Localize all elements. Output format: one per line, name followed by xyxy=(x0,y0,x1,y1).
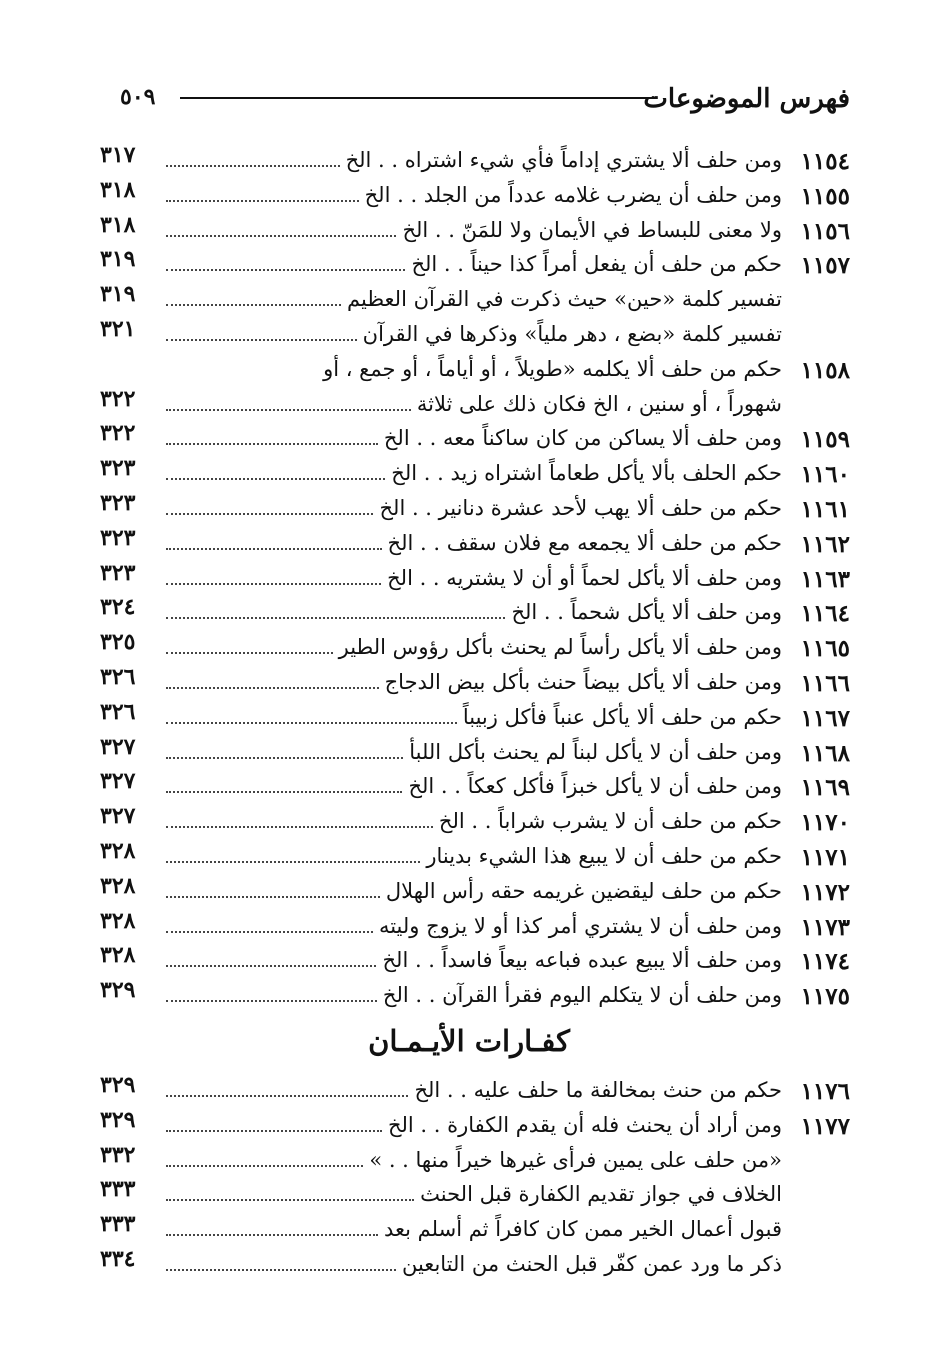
entry-page: ٣٣٣ xyxy=(100,1211,136,1238)
dot-leader xyxy=(166,791,402,793)
entry-number: ١١٧٣ xyxy=(800,913,850,941)
entry-number: ١١٧١ xyxy=(800,844,850,871)
entry-title: حكم من حلف ألا يجمعه مع فلان سقف . . الخ xyxy=(387,530,782,555)
entry-title: ومن حلف ألا يأكل لحماً أو أن لا يشتريه . . الخ xyxy=(387,565,782,590)
entry-number: ١١٦٥ xyxy=(800,635,850,663)
entry-page: ٣٢٩ xyxy=(100,1072,136,1098)
dot-leader xyxy=(166,339,357,341)
entry-title: حكم من حلف ألا يهب لأحد عشرة دنانير . . الخ xyxy=(379,496,782,520)
entry-title: حكم من حلف ألا يأكل عنباً فأكل زبيباً xyxy=(462,704,782,729)
dot-leader xyxy=(166,1130,382,1132)
entry-title: حكم من حلف أن لا يشرب شراباً . . الخ xyxy=(438,809,782,834)
dot-leader xyxy=(166,1095,408,1097)
entry-number: ١١٥٨ xyxy=(800,356,850,384)
entry-page: ٣٢٧ xyxy=(100,768,136,795)
toc-entry xyxy=(100,1106,850,1145)
entry-page: ٣١٩ xyxy=(100,246,136,273)
entry-title: ومن حلف ألا يأكل رأساً لم يحنث بأكل رؤوس الطير xyxy=(338,635,782,660)
dot-leader xyxy=(166,896,380,898)
dot-leader xyxy=(166,200,359,202)
entry-page: ٣٢٥ xyxy=(100,629,136,656)
dot-leader xyxy=(166,1234,378,1236)
toc-entry xyxy=(100,977,850,1015)
entry-page: ٣٢٢ xyxy=(100,385,136,412)
toc-entry xyxy=(100,664,850,702)
dot-leader xyxy=(166,652,333,654)
dot-leader xyxy=(166,513,373,515)
entry-page: ٣٢٨ xyxy=(100,838,136,864)
entry-page: ٣٢١ xyxy=(100,316,136,342)
entry-page: ٣٣٢ xyxy=(100,1141,136,1168)
entry-title: ولا معنى للبساط في الأيمان ولا للمَنّ . . الخ xyxy=(402,217,782,242)
toc-entry xyxy=(100,629,850,667)
entry-title: ومن حلف أن لا يأكل خبزاً فأكل كعكاً . . الخ xyxy=(408,774,782,799)
dot-leader xyxy=(166,826,433,828)
dot-leader xyxy=(166,478,385,480)
toc-entry xyxy=(100,907,850,946)
entry-title: ومن أراد أن يحنث فله أن يقدم الكفارة . . الخ xyxy=(387,1112,782,1137)
entry-number: ١١٦٦ xyxy=(800,670,850,697)
toc-entry xyxy=(100,1246,850,1284)
entry-number: ١١٦٨ xyxy=(800,739,850,767)
toc-entry xyxy=(100,838,850,876)
dot-leader xyxy=(166,757,403,759)
toc-entry xyxy=(100,246,850,284)
entry-title: حكم من حلف ليقضين غريمه حقه رأس الهلال xyxy=(385,878,782,903)
entry-number: ١١٥٥ xyxy=(800,182,850,210)
toc-entry xyxy=(100,872,850,911)
toc-entry xyxy=(100,420,850,458)
header-rule xyxy=(180,97,655,99)
dot-leader xyxy=(166,1269,396,1271)
entry-page: ٣٢٣ xyxy=(100,455,136,482)
entry-page: ٣٢٩ xyxy=(100,1106,136,1133)
entry-page: ٣٣٣ xyxy=(100,1176,136,1203)
entry-number: ١١٥٧ xyxy=(800,252,850,280)
toc-entry xyxy=(100,942,850,980)
entry-title: قبول أعمال الخير ممن كان كافراً ثم أسلم بعد xyxy=(384,1217,782,1242)
dot-leader xyxy=(166,443,378,445)
entry-page: ٣٢٩ xyxy=(100,977,136,1004)
dot-leader xyxy=(166,1199,414,1201)
entry-page: ٣٢٦ xyxy=(100,664,136,690)
page-header xyxy=(120,84,850,124)
toc-entry xyxy=(100,455,850,493)
entry-number: ١١٧٥ xyxy=(800,983,850,1011)
entry-number: ١١٥٤ xyxy=(800,148,850,175)
dot-leader xyxy=(166,617,505,619)
entry-page: ٣٢٨ xyxy=(100,942,136,969)
entry-title: ومن حلف ألا يساكن من كان ساكناً معه . . الخ xyxy=(383,426,782,451)
dot-leader xyxy=(166,235,396,237)
entry-title: تفسير كلمة «بضع ، دهر ملياً» وذكرها في القرآن xyxy=(362,322,782,346)
toc-entry xyxy=(100,803,850,841)
entry-page: ٣٢٣ xyxy=(100,524,136,551)
entry-title: تفسير كلمة «حين» حيث ذكرت في القرآن العظيم xyxy=(347,287,782,312)
page-number: ٥٠٩ xyxy=(120,84,156,110)
entry-number: ١١٧٦ xyxy=(800,1078,850,1105)
entry-page: ٣١٩ xyxy=(100,281,136,308)
entry-number: ١١٦٤ xyxy=(800,600,850,628)
dot-leader xyxy=(166,1000,377,1002)
entry-page: ٣٢٨ xyxy=(100,907,136,934)
entry-title: ومن حلف أن يضرب غلامه عدداً من الجلد . . الخ xyxy=(364,182,782,207)
entry-title: حكم من حنث بمخالفة ما حلف عليه . . الخ xyxy=(414,1078,782,1102)
entry-page: ٣٢٨ xyxy=(100,872,136,899)
dot-leader xyxy=(166,304,341,306)
dot-leader xyxy=(166,409,411,411)
section-title: كفـارات الأيـمـان xyxy=(368,1024,570,1058)
entry-page: ٣٢٣ xyxy=(100,490,136,516)
toc-entry xyxy=(100,281,850,319)
entry-page: ٣٣٤ xyxy=(100,1246,136,1272)
entry-title: ومن حلف أن لا يأكل لبناً لم يحنث بأكل اللبأ xyxy=(409,739,782,764)
entry-page: ٣١٧ xyxy=(100,142,136,168)
toc-entry xyxy=(100,490,850,528)
dot-leader xyxy=(166,722,457,724)
toc-entry xyxy=(100,698,850,737)
entry-title: شهوراً ، أو سنين ، الخ فكان ذلك على ثلاثة xyxy=(416,391,782,416)
entry-title: ومن حلف أن لا يتكلم اليوم فقرأ القرآن . . الخ xyxy=(382,983,782,1008)
entry-number: ١١٦١ xyxy=(800,496,850,523)
toc-entry xyxy=(100,1141,850,1180)
entry-page: ٣٢٦ xyxy=(100,698,136,725)
entry-title: ومن حلف ألا يبيع عبده فباعه بيعاً فاسداً . . الخ xyxy=(382,948,782,973)
toc-entry xyxy=(100,142,850,180)
entry-title: الخلاف في جواز تقديم الكفارة قبل الحنث xyxy=(420,1182,782,1207)
entry-title: حكم الحلف بألا يأكل طعاماً اشتراه زيد . . الخ xyxy=(391,461,782,486)
toc-entry xyxy=(100,316,850,354)
dot-leader xyxy=(166,165,340,167)
dot-leader xyxy=(166,548,382,550)
entry-number: ١١٥٦ xyxy=(800,217,850,245)
toc-entry xyxy=(100,594,850,632)
toc-entry xyxy=(100,1072,850,1110)
entry-title: ومن حلف أن لا يشتري أمر كذا أو لا يزوج وليته xyxy=(378,913,782,938)
toc-entry xyxy=(100,176,850,215)
toc-entry xyxy=(100,211,850,250)
entry-title: حكم من حلف أن لا يبيع هذا الشيء بدينار xyxy=(426,844,782,868)
entry-number: ١١٦٧ xyxy=(800,704,850,732)
toc-entry xyxy=(100,559,850,598)
entry-number: ١١٦٠ xyxy=(800,461,850,489)
toc-entry xyxy=(100,385,850,424)
entry-title: حكم من حلف ألا يكلمه «طويلاً ، أو أياماً ، أو جمع ، أو xyxy=(323,356,782,381)
entry-title: «من حلف على يمين فرأى غيرها خيراً منها . . » xyxy=(369,1147,782,1172)
dot-leader xyxy=(166,1165,363,1167)
dot-leader xyxy=(166,861,420,863)
entry-number: ١١٧٤ xyxy=(800,948,850,976)
entry-page: ٣٢٢ xyxy=(100,420,136,447)
entry-number: ١١٦٢ xyxy=(800,530,850,558)
toc-entry xyxy=(100,1211,850,1249)
toc-entry xyxy=(100,768,850,806)
entry-page: ٣٢٧ xyxy=(100,803,136,830)
dot-leader xyxy=(166,687,379,689)
entry-number: ١١٧٧ xyxy=(800,1112,850,1140)
toc-entry xyxy=(100,1176,850,1214)
dot-leader xyxy=(166,583,381,585)
entry-page: ٣٢٤ xyxy=(100,594,136,621)
entry-title: ومن حلف ألا يأكل بيضاً حنث بأكل بيض الدجاج xyxy=(384,670,782,694)
dot-leader xyxy=(166,965,376,967)
dot-leader xyxy=(166,931,373,933)
entry-page: ٣١٨ xyxy=(100,176,136,203)
toc-entry xyxy=(100,524,850,563)
entry-page: ٣١٨ xyxy=(100,211,136,238)
toc-entry xyxy=(100,357,850,389)
entry-title: حكم من حلف أن يفعل أمراً كذا حيناً . . الخ xyxy=(411,252,782,277)
entry-number: ١١٦٣ xyxy=(800,565,850,593)
entry-page: ٣٢٣ xyxy=(100,559,136,586)
entry-page: ٣٢٧ xyxy=(100,733,136,760)
entry-number: ١١٥٩ xyxy=(800,426,850,454)
entry-title: ومن حلف ألا يشتري إداماً فأي شيء اشتراه . . الخ xyxy=(345,148,782,172)
entry-title: ذكر ما ورد عمن كفّر قبل الحنث من التابعين xyxy=(401,1252,782,1276)
entry-number: ١١٦٩ xyxy=(800,774,850,802)
dot-leader xyxy=(166,269,405,271)
page-title: فهرس الموضوعات xyxy=(643,84,850,114)
toc-entry xyxy=(100,733,850,772)
entry-title: ومن حلف ألا يأكل شحماً . . الخ xyxy=(511,600,782,625)
entry-number: ١١٧٢ xyxy=(800,878,850,906)
entry-number: ١١٧٠ xyxy=(800,809,850,837)
